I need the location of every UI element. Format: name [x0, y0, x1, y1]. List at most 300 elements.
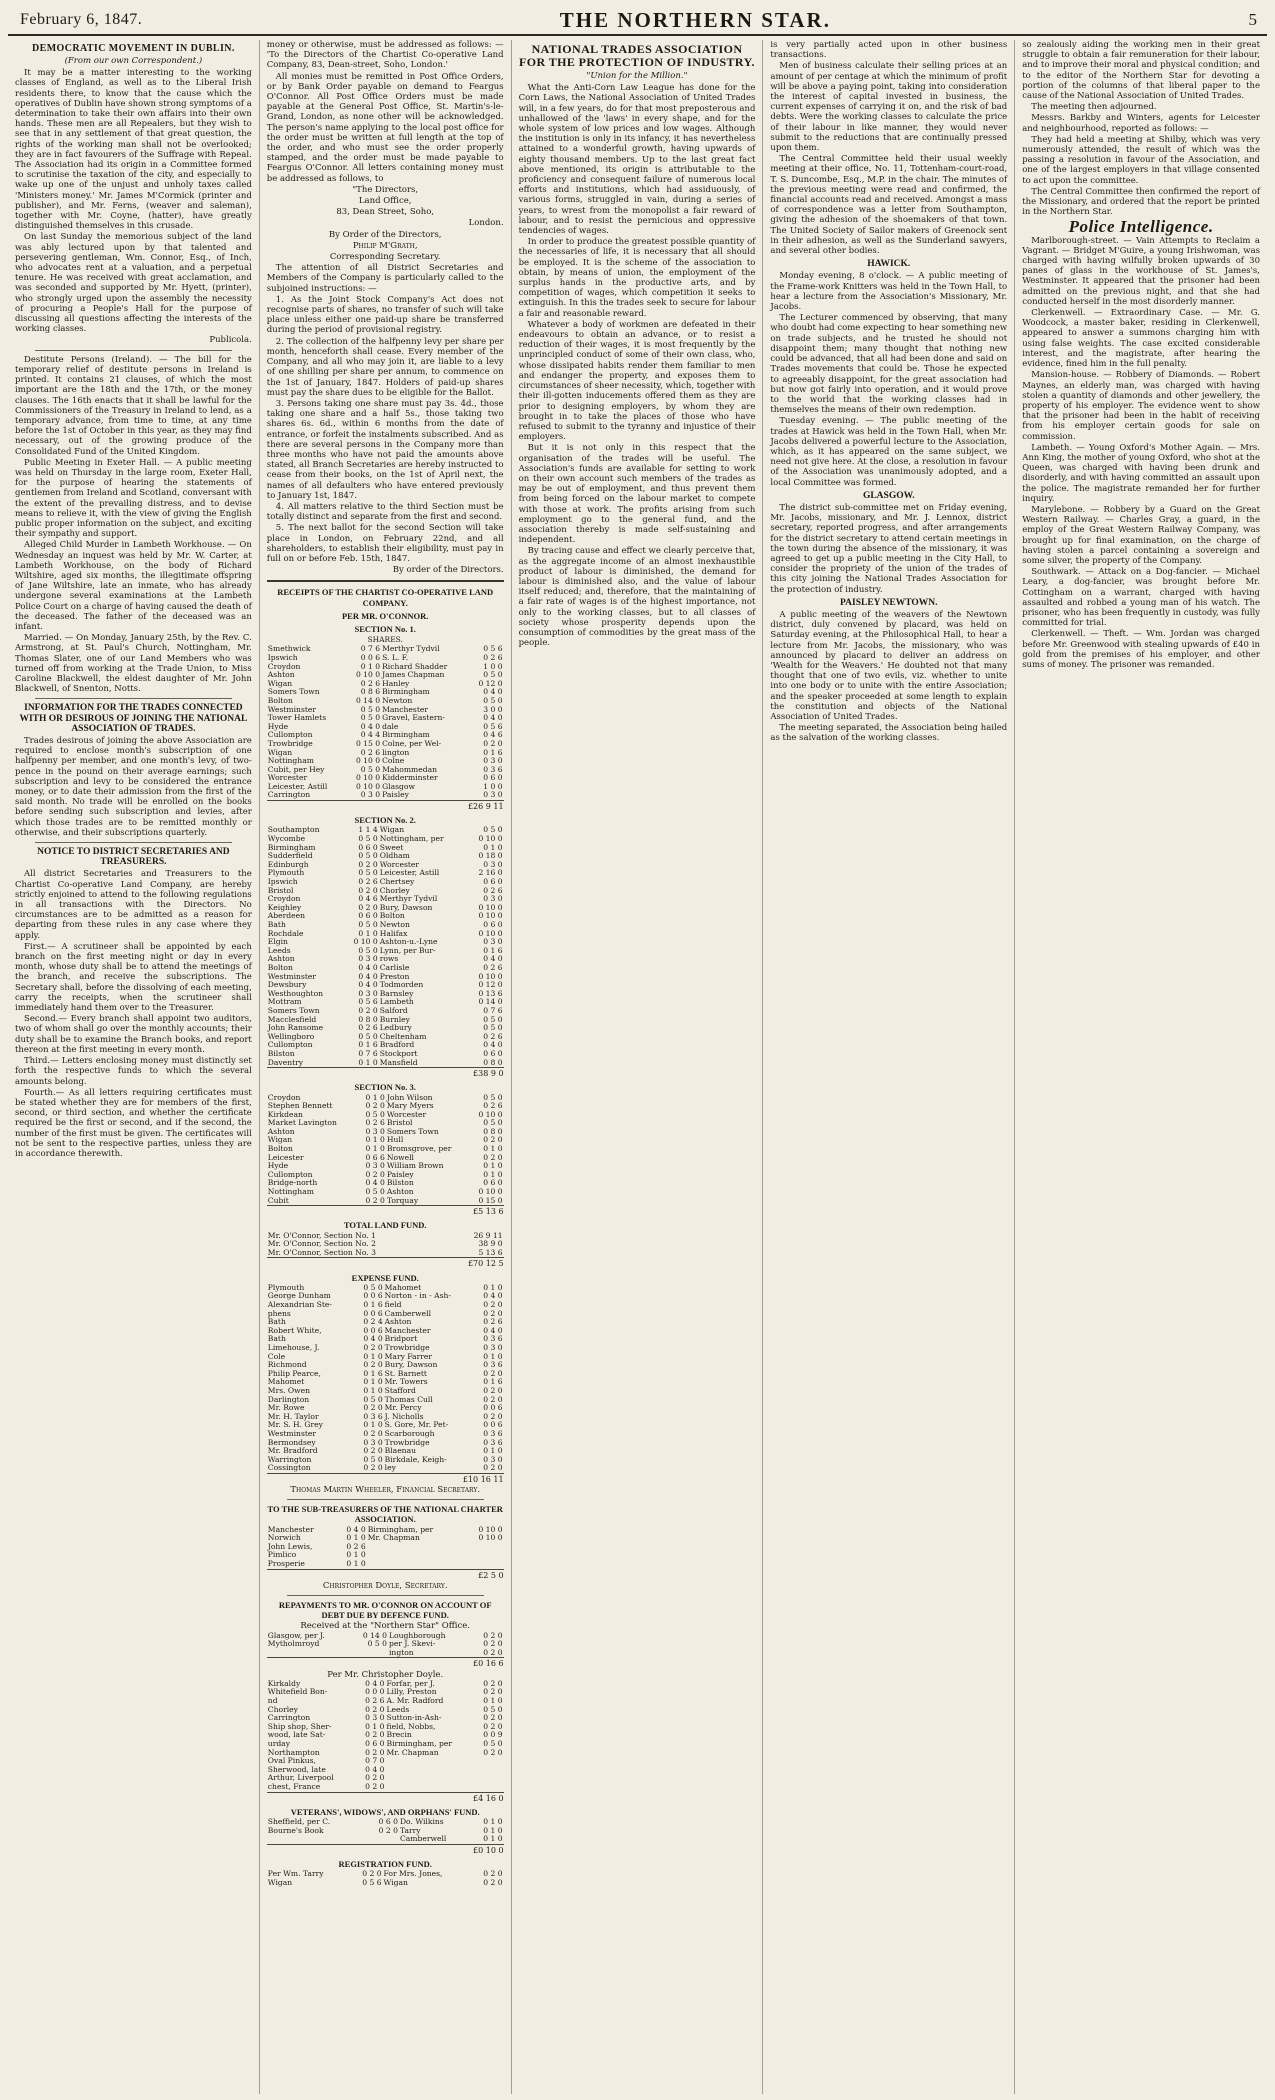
table-row — [267, 663, 504, 672]
amount-cell: 0 5 0 — [358, 921, 378, 929]
amount-cell: 0 1 0 — [483, 1697, 503, 1706]
place-cell: Wigan — [383, 1878, 408, 1887]
amount-cell — [482, 1783, 503, 1792]
table-row — [267, 981, 504, 990]
amount-cell: 0 1 0 — [483, 1162, 503, 1171]
table-row — [267, 912, 504, 921]
table-row — [267, 852, 504, 861]
amount-cell: 0 1 0 — [363, 1421, 383, 1430]
article-heading: GLASGOW. — [862, 490, 915, 501]
amount-cell: 0 2 0 — [358, 903, 378, 912]
place-cell: Chorley — [379, 886, 410, 895]
amount-cell: 0 1 0 — [360, 662, 381, 671]
table-row — [267, 671, 504, 680]
place-cell: Stafford — [384, 1386, 416, 1395]
table-row — [267, 895, 504, 904]
amount-cell — [362, 1649, 388, 1658]
table-row — [267, 1396, 504, 1405]
place-cell: Robert White, — [267, 1326, 322, 1335]
table-row — [267, 1740, 504, 1749]
place-cell: Worcester — [386, 1110, 427, 1119]
amount-cell: 0 3 0 — [483, 1343, 503, 1352]
place-cell: Pimlico — [267, 1551, 297, 1560]
place-cell: wood, late Sat- — [267, 1731, 326, 1740]
amount-cell: 0 5 0 — [363, 1455, 383, 1464]
amount-cell: 26 9 11 — [473, 1231, 503, 1240]
paragraph: By tracing cause and effect we clearly perceive that, as the aggregate income of an almost inexhaustible product of labour is diminished, the demand for labour is diminished also, and the value of labour itself reduced; and, therefore, that the maintaining of a fair rate of wages is of the highest importance, not only to the working classes, but to all classes of society whose prosperity depends upon the consumption of commodities by the great mass of the people. — [518, 546, 756, 649]
place-cell: Merthyr Tydvil — [382, 645, 440, 654]
place-cell: Stephen Bennett — [267, 1102, 333, 1111]
table-row — [267, 930, 504, 939]
table-row — [267, 1766, 504, 1775]
amount-cell: 0 10 0 — [478, 1525, 503, 1534]
amount-cell: 0 1 6 — [483, 1378, 503, 1387]
amount-cell: 0 5 0 — [363, 1395, 383, 1404]
table-row — [267, 1240, 504, 1249]
table-row — [267, 1783, 504, 1792]
table-row — [267, 878, 504, 887]
place-cell: Barnsley — [379, 989, 414, 998]
place-cell: Bolton — [267, 1145, 293, 1154]
amount-cell: 0 4 6 — [483, 731, 503, 740]
place-cell: Westminster — [267, 705, 317, 714]
table-row — [267, 706, 504, 715]
place-cell: Camberwell — [384, 1309, 432, 1318]
table-row — [267, 1344, 504, 1353]
divider — [35, 842, 232, 843]
place-cell: Mahomet — [384, 1283, 422, 1292]
place-cell: S. L. F. — [382, 653, 409, 662]
place-cell: Bury, Dawson — [384, 1361, 438, 1370]
amount-cell: 0 4 0 — [363, 1335, 383, 1344]
paragraph: First.— A scrutineer shall be appointed by each branch on the first meeting night or day in every month, whose duty shall be to attend the meetings of the branch, and receive the subscriptions. The Secretary shall, before the dissolving of each meeting, carry the receipts, when the scrutineer shall immediately hand them over to the Treasurer. — [15, 941, 252, 1014]
place-cell: Birmingham, per — [386, 1740, 452, 1749]
amount-cell: 0 1 0 — [483, 843, 503, 852]
amount-cell: 0 2 0 — [378, 1826, 398, 1835]
place-cell: Bolton — [379, 912, 405, 921]
place-cell: Glasgow, per J. — [267, 1631, 325, 1640]
paragraph: Clerkenwell. — Extraordinary Case. — Mr. G. Woodcock, a master baker, residing in Clerkenwell, appeared to answer a summons charging him with using false weights. The case excited considerable interest, and the magistrate, after hearing the evidence, fined him in the full penalty. — [1022, 308, 1260, 370]
amount-cell: 0 2 6 — [360, 679, 381, 688]
place-cell: Bath — [267, 921, 286, 929]
place-cell: Birmingham — [382, 688, 430, 697]
amount-cell: 0 5 0 — [483, 1740, 503, 1749]
column-2 — [260, 40, 512, 2094]
amount-cell: 0 2 0 — [483, 1136, 503, 1145]
place-cell: lington — [382, 748, 410, 757]
table-row — [267, 1430, 504, 1439]
place-cell: Richard Shadder — [382, 662, 448, 671]
table-row — [267, 774, 504, 783]
defence-total: £0 16 6 — [267, 1657, 504, 1669]
table-row — [267, 1723, 504, 1732]
article-heading: NOTICE TO DISTRICT SECRETARIES AND TREASURERS. — [37, 847, 230, 868]
divider — [287, 1499, 484, 1500]
amount-cell: 0 1 0 — [483, 1145, 503, 1154]
place-cell: Manchester — [382, 705, 428, 714]
amount-cell: 0 4 6 — [358, 895, 378, 904]
place-cell: Sutton-in-Ash- — [386, 1714, 442, 1723]
amount-cell: 0 10 0 — [478, 1110, 503, 1119]
order-line: By Order of the Directors, — [328, 229, 442, 240]
table-row — [267, 1640, 504, 1649]
amount-cell: 0 1 0 — [483, 1826, 503, 1835]
paragraph: A public meeting of the weavers of the Newtown district, duly convened by placard, was held on Saturday evening, at the Philosophical Hall, to hear a lecture from Mr. Jacobs, the missionary, who was announced by placard to deliver an address on 'Wealth for the Weavers.' He doubted not that many thought that one of two evils, viz. whether to unite into one body or to unite with the entire Association; and the speaker proceeded at some length to explain the constitution and objects of the National Association of United Trades. — [770, 609, 1008, 722]
amount-cell: 0 5 0 — [358, 852, 378, 861]
amount-cell: 0 3 6 — [483, 1361, 503, 1370]
table-row — [267, 1447, 504, 1456]
table-row — [267, 1232, 504, 1241]
amount-cell: 0 2 0 — [483, 1153, 503, 1162]
place-cell: Per Wm. Tarry — [267, 1870, 324, 1879]
paragraph: The meeting separated, the Association being hailed as the salvation of the working classes. — [770, 723, 1008, 744]
place-cell — [386, 1766, 483, 1775]
table-row — [267, 1016, 504, 1025]
place-cell: Salford — [379, 1006, 408, 1015]
amount-cell: 0 1 0 — [483, 1283, 503, 1292]
place-cell: Burnley — [379, 1015, 410, 1024]
page-number: 5 — [1248, 10, 1257, 29]
table-row — [267, 1119, 504, 1128]
amount-cell: 0 2 0 — [483, 1688, 503, 1697]
place-cell: Ashton-u.-Lyne — [379, 938, 438, 947]
place-cell: Glasgow — [382, 782, 415, 791]
place-cell: Mr. Chapman — [386, 1748, 439, 1757]
amount-cell — [378, 1835, 399, 1844]
place-cell: Wellingboro — [267, 1032, 315, 1041]
place-cell: Cubit, per Hey — [267, 765, 325, 774]
paragraph: The Central Committee then confirmed the report of the Missionary, and ordered that the report be printed in the Northern Star. — [1022, 186, 1260, 218]
place-cell: rows — [379, 955, 399, 964]
amount-cell: 0 15 0 — [355, 739, 381, 748]
place-cell: Chertsey — [379, 878, 415, 887]
place-cell: Croydon — [267, 1093, 301, 1102]
paragraph: In order to produce the greatest possible quantity of the necessaries of life, it is necessary that all should be employed. It is the scheme of the association to obtain, by means of union, the employment of the surplus hands in the productive arts, and by competition of wages, which competition it seeks to extinguish. In this the trades seek to secure for labour a fair and reasonable reward. — [518, 237, 756, 319]
amount-cell: 0 3 0 — [483, 860, 503, 869]
receipts-heading: RECEIPTS OF THE CHARTIST CO-OPERATIVE LAND COMPANY. — [277, 587, 494, 608]
amount-cell: 0 5 0 — [358, 869, 378, 878]
section-total: £26 9 11 — [267, 800, 504, 812]
amount-cell: 0 2 0 — [363, 1447, 383, 1456]
table-row — [267, 1318, 504, 1327]
place-cell: Mr. Chapman — [367, 1534, 420, 1543]
place-cell: Blaenau — [384, 1447, 416, 1456]
amount-cell — [477, 1560, 503, 1569]
place-cell: Somers Town — [386, 1127, 439, 1136]
table-row — [267, 1688, 504, 1697]
financial-secretary: Thomas Martin Wheeler, Financial Secretary. — [290, 1485, 481, 1496]
amount-cell: 0 3 0 — [483, 791, 503, 800]
amount-cell: 0 4 4 — [360, 731, 381, 740]
amount-cell: 0 14 0 — [355, 696, 381, 705]
place-cell: Dewsbury — [267, 981, 307, 990]
table-row — [267, 1827, 504, 1836]
place-cell: Carlisle — [379, 963, 410, 972]
amount-cell: 0 2 6 — [358, 878, 378, 887]
place-cell: Mr. O'Connor, Section No. 3 — [267, 1248, 376, 1257]
place-cell: Mr. Rowe — [267, 1404, 305, 1413]
amount-cell: 0 2 4 — [363, 1318, 383, 1327]
paragraph: Marlborough-street. — Vain Attempts to Reclaim a Vagrant. — Bridget M'Guire, a young Irishwoman, was charged with having wilfully broken upwards of 30 panes of glass in the workhouse of St. James's, Westminster. It appeared that the prisoner had been admitted on the previous night, and that she had conducted herself in the most disorderly manner. — [1022, 235, 1260, 307]
place-cell: Cullompton — [267, 731, 313, 740]
amount-cell: 0 4 0 — [365, 1765, 385, 1774]
place-cell: Kirkdean — [267, 1110, 303, 1119]
amount-cell: 0 10 0 — [478, 929, 503, 938]
table-row — [267, 1697, 504, 1706]
place-cell: Bath — [267, 1335, 286, 1344]
table-row — [267, 1714, 504, 1723]
place-cell: Hyde — [267, 722, 289, 731]
amount-cell: 0 1 0 — [363, 1352, 383, 1361]
paragraph: 1. As the Joint Stock Company's Act does not recognise parts of shares, no transfer of such will take place unless either one paid-up share be transferred during the period of provisional registry. — [266, 294, 504, 336]
place-cell: Keighley — [267, 903, 302, 912]
place-cell: Tower Hamlets — [267, 714, 327, 723]
table-row — [267, 844, 504, 853]
amount-cell: 0 10 0 — [478, 972, 503, 981]
paragraph: Men of business calculate their selling prices at an amount of per centage at which the minimum of profit will be above a paying point, taking into consideration the interest of capital invested in business, the current expenses of carrying it on, and the risk of bad debts. Were the working classes to calculate the price of their labour in like manner, they would never submit to the reductions that are continually pressed upon them. — [770, 61, 1008, 154]
place-cell: Mr. H. Taylor — [267, 1412, 319, 1421]
amount-cell: 0 3 0 — [365, 1714, 385, 1723]
amount-cell: 0 6 0 — [483, 1049, 503, 1058]
place-cell: ington — [389, 1648, 414, 1657]
amount-cell: 0 7 0 — [365, 1757, 385, 1766]
veterans-table — [267, 1818, 504, 1844]
place-cell: Birmingham — [382, 731, 430, 740]
table-row — [267, 964, 504, 973]
table-row — [267, 1033, 504, 1042]
place-cell: Westminster — [267, 972, 317, 981]
place-cell: Smethwick — [267, 645, 311, 654]
amount-cell: 0 1 0 — [365, 1722, 385, 1731]
table-row — [267, 1551, 504, 1560]
place-cell: Mary Myers — [386, 1102, 434, 1111]
amount-cell: 0 5 0 — [358, 946, 378, 955]
table-row — [267, 990, 504, 999]
place-cell: J. Nicholls — [384, 1412, 424, 1421]
totals-table — [267, 1232, 504, 1258]
amount-cell: 0 2 0 — [483, 1648, 503, 1657]
table-row — [267, 1128, 504, 1137]
place-cell: Darlington — [267, 1395, 310, 1404]
amount-cell: 0 10 0 — [478, 903, 503, 912]
place-cell: S. Gore, Mr. Pet- — [384, 1421, 449, 1430]
veterans-heading: VETERANS', WIDOWS', AND ORPHANS' FUND. — [290, 1806, 480, 1817]
amount-cell: 0 5 0 — [367, 1640, 387, 1649]
place-cell — [386, 1783, 483, 1792]
place-cell — [386, 1757, 483, 1766]
table-row — [267, 723, 504, 732]
amount-cell: 0 1 0 — [358, 1058, 378, 1067]
table-row — [267, 869, 504, 878]
place-cell: Sweet — [379, 843, 404, 852]
table-row — [267, 697, 504, 706]
place-cell: Trowbridge — [267, 739, 313, 748]
paragraph: Messrs. Barkby and Winters, agents for Leicester and neighbourhood, reported as follows: — — [1022, 113, 1260, 134]
table-row — [267, 1706, 504, 1715]
place-cell: Bromsgrove, per — [386, 1145, 452, 1154]
amount-cell: 0 3 0 — [365, 1127, 385, 1136]
place-cell: Elgin — [267, 938, 288, 947]
place-cell: Manchester — [267, 1525, 314, 1534]
table-row — [267, 654, 504, 663]
place-cell: Edinburgh — [267, 860, 309, 869]
place-cell: Bermondsey — [267, 1438, 316, 1447]
table-row — [267, 904, 504, 913]
place-cell: Chorley — [267, 1705, 298, 1714]
place-cell: Mr. S. H. Grey — [267, 1421, 323, 1430]
place-cell: Wigan — [267, 1878, 293, 1887]
amount-cell: 0 2 0 — [483, 1301, 503, 1309]
amount-cell: 0 2 0 — [365, 1196, 385, 1205]
table-row — [267, 1361, 504, 1370]
place-cell: George Dunham — [267, 1292, 331, 1301]
amount-cell: 0 2 6 — [365, 1119, 385, 1128]
table-row — [267, 921, 504, 930]
amount-cell: 0 13 6 — [478, 989, 503, 998]
receipts-per: PER MR. O'CONNOR. — [341, 610, 429, 621]
table-row — [267, 749, 504, 758]
place-cell: James Chapman — [382, 671, 445, 680]
amount-cell: 0 2 6 — [346, 1542, 366, 1551]
amount-cell: 2 16 0 — [478, 869, 503, 878]
veterans-total: £0 10 0 — [267, 1844, 504, 1856]
table-row — [267, 783, 504, 792]
amount-cell: 0 10 0 — [478, 1188, 503, 1197]
place-cell: Norton - in - Ash- — [384, 1292, 451, 1301]
amount-cell: 0 2 0 — [483, 1464, 503, 1473]
paragraph: is very partially acted upon in other business transactions. — [770, 40, 1008, 61]
place-cell: Mr. O'Connor, Section No. 2 — [267, 1240, 376, 1249]
amount-cell — [477, 1551, 503, 1560]
place-cell: Leeds — [267, 946, 291, 955]
amount-cell: 0 10 0 — [355, 782, 381, 791]
table-row — [267, 1249, 504, 1258]
place-cell: Bilston — [386, 1179, 414, 1188]
place-cell: Wigan — [379, 826, 405, 835]
amount-cell: 0 1 6 — [363, 1301, 383, 1309]
amount-cell: 0 0 6 — [483, 1421, 503, 1430]
amount-cell: 0 6 0 — [483, 921, 503, 929]
paragraph: Fourth.— As all letters requiring certificates must be stated whether they are for members of the first, second, or third section, and whether the certificate required be the first or second, and if the second, the number of the first must be given. The certificates will not be sent to the respective parties, unless they are in accordance therewith. — [15, 1087, 252, 1159]
place-cell: Sherwood, late — [267, 1765, 326, 1774]
amount-cell: 1 0 0 — [483, 662, 503, 671]
place-cell: Warrington — [267, 1455, 312, 1464]
amount-cell: 0 2 0 — [363, 1464, 383, 1473]
paragraph: Second.— Every branch shall appoint two auditors, two of whom shall go over the monthly accounts; their duty shall be to examine the Branch books, and report thereon at the first meeting in every month. — [15, 1014, 252, 1055]
paragraph: Trades desirous of joining the above Association are required to enclose month's subscription of one halfpenny per member, and one month's levy, of two-pence in the pound on their average earnings; such subscription and levy to be considered the entrance money, or to date their admission from the first of the said month. No trade will be enrolled on the books before sending such subscription and levies, after which those trades are to be remitted monthly or otherwise, and their subscriptions quarterly. — [15, 736, 252, 838]
registration-table — [267, 1870, 504, 1887]
table-row — [267, 1456, 504, 1465]
amount-cell: 0 7 6 — [483, 1006, 503, 1015]
place-cell: Paisley — [386, 1170, 414, 1179]
amount-cell — [477, 1543, 503, 1552]
table-row — [267, 1136, 504, 1145]
paragraph: It may be a matter interesting to the working classes of England, as well as to the Liberal Irish residents there, to know that the cause which the operatives of Dublin have shown strong symptoms of a determination to take their own affairs into their own hands. These men are all Repealers, but they wish to see that in any settlement of that great question, the rights of the working man shall not be overlooked; they are in fact favourers of the Suffrage with Repeal. The Association had its origin in a Committee formed to scrutinise the taxation of the city, and especially to wake up one of the unjust and unholy taxes called 'Ministers money.' Mr. James M'Cormick (printer and publisher), and Mr. Ferns, (weaver and saleman), together with Mr. Coyne, (hatter), have greatly distinguished themselves in this crusade. — [15, 68, 252, 232]
section-total: £38 9 0 — [267, 1067, 504, 1079]
doyle-total: £4 16 0 — [267, 1792, 504, 1804]
column-3 — [512, 40, 764, 2094]
divider — [287, 1595, 484, 1596]
place-cell: Mrs. Owen — [267, 1386, 311, 1395]
police-intelligence-heading: Police Intelligence. — [1068, 217, 1214, 237]
receipts-table — [267, 645, 504, 800]
place-cell: Northampton — [267, 1748, 320, 1757]
place-cell: Preston — [379, 972, 410, 981]
amount-cell — [482, 1766, 503, 1775]
amount-cell: 0 0 0 — [365, 1688, 385, 1697]
amount-cell: 0 1 0 — [483, 1447, 503, 1456]
amount-cell: 0 6 0 — [483, 1179, 503, 1188]
amount-cell: 0 12 0 — [478, 981, 503, 990]
amount-cell: 0 5 0 — [358, 835, 378, 844]
table-row — [267, 1327, 504, 1336]
place-cell: Cossington — [267, 1464, 311, 1473]
amount-cell: 0 7 6 — [360, 645, 381, 654]
paragraph: Third.— Letters enclosing money must distinctly set forth the respective funds to which the several amounts belong. — [15, 1056, 252, 1087]
place-cell: Sudderfield — [267, 852, 313, 861]
place-cell: Trowbridge — [384, 1343, 430, 1352]
amount-cell: 0 1 6 — [483, 748, 503, 757]
place-cell: field, Nobbs, — [386, 1722, 436, 1731]
place-cell: Birmingham, per — [367, 1525, 434, 1534]
place-cell — [367, 1543, 478, 1552]
paragraph: Clerkenwell. — Theft. — Wm. Jordan was charged before Mr. Greenwood with stealing upwards of £40 in gold from the premises of his employer, and other sums of money. The prisoner was remanded. — [1022, 629, 1260, 670]
amount-cell: 0 3 6 — [483, 765, 503, 774]
table-row — [267, 1007, 504, 1016]
place-cell: Nottingham, per — [379, 835, 444, 844]
table-row — [267, 1731, 504, 1740]
amount-cell: 1 0 0 — [483, 782, 503, 791]
place-cell: phens — [267, 1309, 291, 1318]
amount-cell: 0 2 0 — [365, 1731, 385, 1740]
place-cell: Hanley — [382, 679, 410, 688]
amount-cell: 0 6 0 — [483, 774, 503, 783]
place-cell: William Brown — [386, 1162, 444, 1171]
section-heading: SECTION No. 3. — [354, 1082, 416, 1093]
amount-cell: 0 4 0 — [483, 1326, 503, 1335]
amount-cell: 0 2 6 — [483, 1032, 503, 1041]
amount-cell: 0 5 0 — [360, 765, 381, 774]
place-cell: Stockport — [379, 1049, 418, 1058]
amount-cell: 0 15 0 — [478, 1196, 503, 1205]
place-cell: Wigan — [267, 1136, 293, 1145]
paragraph: But it is not only in this respect that the organisation of the trades will be useful. The Association's funds are available for setting to work on their own account such members of the trades as may be out of employment, and thus prevent them from being forced on the labour market to compete with those at work. The profits arising from such employment go to the general fund, and the association thereby is made self-sustaining and independent. — [518, 443, 756, 546]
sub-treasurers-heading: TO THE SUB-TREASURERS OF THE NATIONAL CHARTER ASSOCIATION. — [267, 1504, 503, 1525]
amount-cell: 0 18 0 — [478, 852, 503, 861]
place-cell: For Mrs. Jones, — [383, 1870, 443, 1879]
place-cell — [386, 1774, 483, 1783]
table-row — [267, 1179, 504, 1188]
place-cell — [367, 1551, 478, 1560]
amount-cell: 0 6 0 — [378, 1817, 398, 1826]
amount-cell: 0 2 6 — [360, 748, 381, 757]
place-cell: Colne — [382, 757, 405, 766]
table-row — [267, 1464, 504, 1473]
order-line: By order of the Directors. — [392, 565, 504, 576]
place-cell: Mary Farrer — [384, 1352, 432, 1361]
place-cell: Ashton — [384, 1318, 412, 1327]
place-cell: Scarborough — [384, 1429, 435, 1438]
paragraph: The district sub-committee met on Friday evening, Mr. Jacobs, missionary, and Mr. J. Lennox, district secretary, reported progress, and after arrangements for the district secretary to attend certain meetings in the town during the absence of the missionary, it was agreed to get up a public meeting in the City Hall, to consider the propriety of the union of the trades of this city joining the National Trades Association for the protection of industry. — [770, 502, 1008, 595]
column-5 — [1015, 40, 1267, 2094]
amount-cell: 0 1 0 — [346, 1560, 366, 1569]
table-row — [267, 998, 504, 1007]
place-cell: Merthyr Tydvil — [379, 895, 438, 904]
amount-cell: 0 5 0 — [483, 1705, 503, 1714]
amount-cell: 0 5 0 — [365, 1110, 385, 1119]
table-row — [267, 1284, 504, 1293]
place-cell: Norwich — [267, 1534, 301, 1543]
